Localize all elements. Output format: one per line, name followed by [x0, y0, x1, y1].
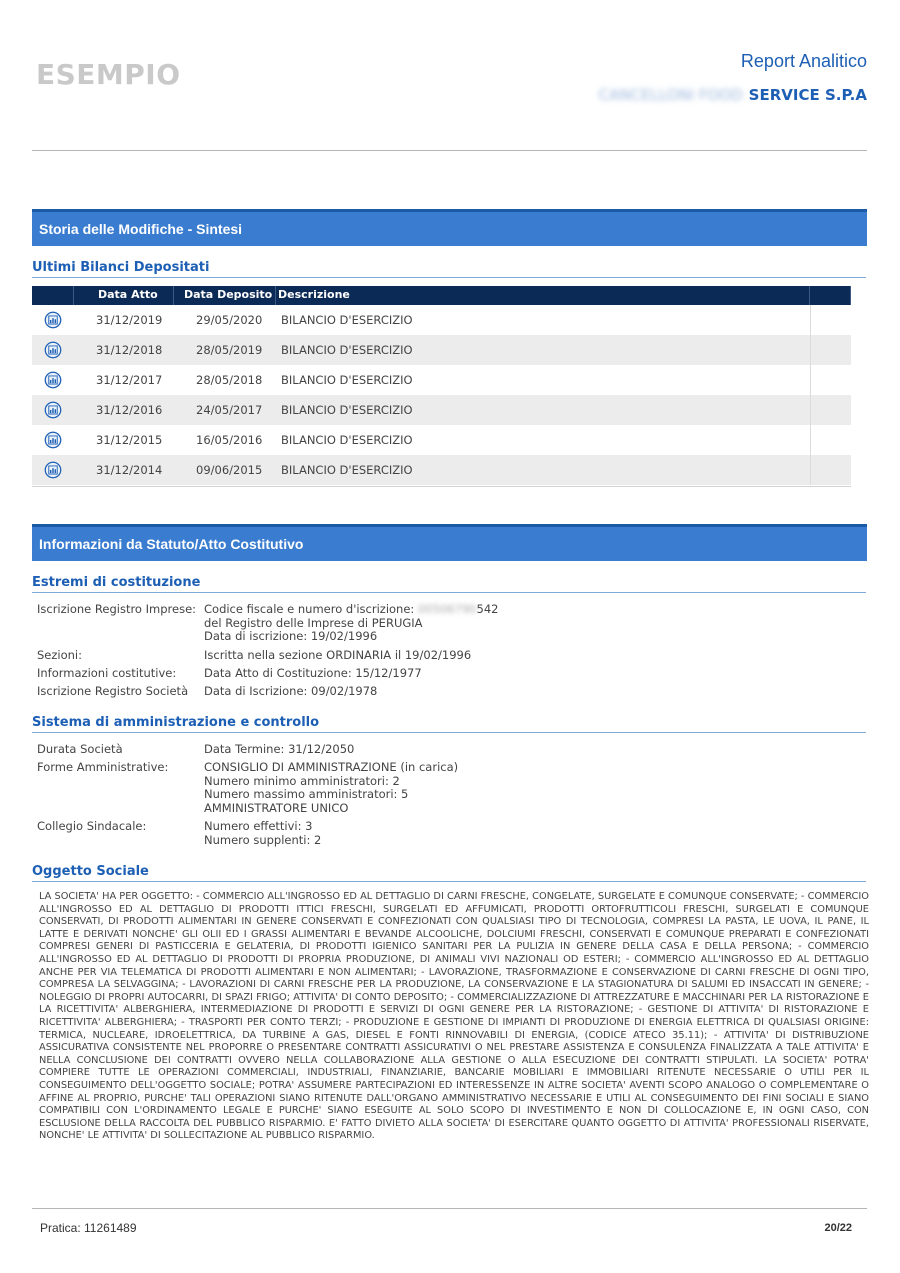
cell-descrizione: BILANCIO D'ESERCIZIO: [281, 403, 413, 417]
label-forme-amministrative: Forme Amministrative:: [37, 760, 169, 774]
codice-fiscale-redacted: 00506790: [417, 602, 477, 616]
codice-fiscale-suffix: 542: [476, 602, 499, 616]
value-forme-amministrative: [204, 761, 458, 815]
cell-data-atto: 31/12/2017: [96, 373, 163, 387]
company-name-suffix: SERVICE S.P.A: [748, 86, 867, 104]
value-durata-societa: Data Termine: 31/12/2050: [204, 742, 355, 756]
section-header-statuto: Informazioni da Statuto/Atto Costitutivo: [32, 524, 867, 561]
label-sezioni: Sezioni:: [37, 648, 83, 662]
report-chart-icon[interactable]: [32, 401, 74, 419]
cell-data-atto: 31/12/2016: [96, 403, 163, 417]
bilanci-table-header: [32, 286, 851, 305]
cell-data-deposito: 29/05/2020: [196, 313, 263, 327]
report-chart-icon[interactable]: [32, 371, 74, 389]
value-sezioni: Iscritta nella sezione ORDINARIA il 19/02/1996: [204, 648, 472, 662]
subtitle-estremi-costituzione: Estremi di costituzione: [32, 575, 866, 593]
footer-divider: [32, 1208, 867, 1209]
column-header-extra: [810, 286, 851, 305]
label-durata-societa: Durata Società: [37, 742, 123, 756]
cell-extra: [810, 335, 851, 365]
collegio-line: Numero effettivi: 3: [204, 819, 313, 833]
table-row: [32, 455, 851, 485]
table-row: [32, 395, 851, 425]
column-header-data-atto: Data Atto: [74, 286, 174, 305]
bilanci-table: [32, 286, 851, 485]
column-header-icon: [32, 286, 74, 305]
label-iscrizione-registro: Iscrizione Registro Imprese:: [37, 602, 197, 616]
table-bottom-rule: [32, 486, 851, 487]
codice-fiscale-label: Codice fiscale e numero d'iscrizione:: [204, 602, 415, 616]
cell-data-deposito: 24/05/2017: [196, 403, 263, 417]
report-chart-icon[interactable]: [32, 311, 74, 329]
company-name: [599, 86, 867, 104]
forme-line: AMMINISTRATORE UNICO: [204, 800, 349, 815]
cell-extra: [810, 425, 851, 455]
cell-extra: [810, 365, 851, 395]
column-header-descrizione: Descrizione: [276, 286, 810, 305]
cell-extra: [810, 305, 851, 335]
data-iscrizione-line: Data di iscrizione: 19/02/1996: [204, 629, 378, 643]
cell-extra: [810, 395, 851, 425]
value-iscrizione-registro-societa: Data di Iscrizione: 09/02/1978: [204, 684, 378, 698]
cell-data-atto: 31/12/2014: [96, 463, 163, 477]
value-collegio-sindacale: [204, 820, 321, 847]
value-informazioni-costitutive: Data Atto di Costituzione: 15/12/1977: [204, 666, 422, 680]
cell-data-atto: 31/12/2015: [96, 433, 163, 447]
report-chart-icon[interactable]: [32, 431, 74, 449]
cell-descrizione: BILANCIO D'ESERCIZIO: [281, 373, 413, 387]
cell-descrizione: BILANCIO D'ESERCIZIO: [281, 463, 413, 477]
cell-descrizione: BILANCIO D'ESERCIZIO: [281, 313, 413, 327]
report-chart-icon[interactable]: [32, 461, 74, 479]
bilanci-table-body: [32, 305, 851, 485]
cell-data-deposito: 28/05/2019: [196, 343, 263, 357]
table-row: [32, 365, 851, 395]
cell-data-deposito: 16/05/2016: [196, 433, 263, 447]
subtitle-sistema-amministrazione: Sistema di amministrazione e controllo: [32, 715, 866, 733]
forme-line: Numero minimo amministratori: 2: [204, 773, 400, 788]
cell-data-atto: 31/12/2019: [96, 313, 163, 327]
value-iscrizione-registro: [204, 603, 498, 644]
section-header-storia-modifiche: Storia delle Modifiche - Sintesi: [32, 209, 867, 246]
subtitle-oggetto-sociale: Oggetto Sociale: [32, 864, 866, 882]
table-row: [32, 305, 851, 335]
column-header-data-deposito: Data Deposito: [174, 286, 276, 305]
forme-line: CONSIGLIO DI AMMINISTRAZIONE (in carica): [204, 760, 459, 774]
report-chart-icon[interactable]: [32, 341, 74, 359]
header-divider: [32, 150, 867, 151]
cell-data-deposito: 09/06/2015: [196, 463, 263, 477]
cell-extra: [810, 455, 851, 485]
cell-data-atto: 31/12/2018: [96, 343, 163, 357]
oggetto-sociale-text: LA SOCIETA' HA PER OGGETTO: - COMMERCIO ALL'INGROSSO ED AL DETTAGLIO DI CARNI FRESCHE, CONGELATE, SURGELATE E COMUNQUE CONSERVATE; - COMMERCIO ALL'INGROSSO ED AL DETTAGLIO DI PRODOTTI ITTICI FRESCHI, SURGELATI ED AFFUMICATI, PRODOTTI ORTOFRUTTICOLI FRESCHI, SURGELATI E COMUNQUE CONSERVATI, DI PRODOTTI ALIMENTARI IN GENERE CONSERVATI E CONFEZIONATI CON QUALSIASI TIPO DI TECNOLOGIA, COMPRESI LA PASTA, LE UOVA, IL PANE, IL LATTE E DERIVATI NONCHE' GLI OLII ED I GRASSI ALIMENTARI E BEVANDE ALCOOLICHE, DOLCIUMI FRESCHI, CONSERVATI E COMUNQUE PREPARATI E CONFEZIONATI COMPRESI GENERI DI PASTICCERIA E GELATERIA, DI PRODOTTI IGIENICO SANITARI PER LA PULIZIA IN GENERE DELLA CASA E DELLA PERSONA; - COMMERCIO ALL'INGROSSO ED AL DETTAGLIO DI PRODOTTI DI PROPRIA PRODUZIONE, DI ANIMALI VIVI NAZIONALI OD ESTERI; - COMMERCIO ALL'INGROSSO ED AL DETTAGLIO ANCHE PER VIA TELEMATICA DI PRODOTTI ALIMENTARI E NON ALIMENTARI; - LAVORAZIONE, TRASFORMAZIONE E CONSERVAZIONE DI CARNI FRESCHE DI OGNI TIPO, COMPRESA LA SELVAGGINA; - LAVORAZIONI DI CARNI FRESCHE PER LA PRODUZIONE, LA CONSERVAZIONE E LA STAGIONATURA DI SALUMI ED INSACCATI IN GENERE; - NOLEGGIO DI PROPRI AUTOCARRI, DI SPAZI FRIGO; ATTIVITA' DI CONTO DEPOSITO; - COMMERCIALIZZAZIONE DI ATTREZZATURE E MACCHINARI PER LA RISTORAZIONE E LA RICETTIVITA' ALBERGHIERA, INTERMEDIAZIONE DI PRODOTTI E SERVIZI DI OGNI GENERE PER LA RISTORAZIONE; - GESTIONE DI ATTIVITA' DI RISTORAZIONE E RICETTIVITA' ALBERGHIERA; - TRASPORTI PER CONTO TERZI; - PRODUZIONE E GESTIONE DI IMPIANTI DI PRODUZIONE DI ENERGIA ELETTRICA DI QUALSIASI ORIGINE: TERMICA, NUCLEARE, IDROELETTRICA, DA TURBINE A GAS, DIESEL E FONTI RINNOVABILI DI ENERGIA, (CODICE ATECO 35.11); - ATTIVITA' DI DISTRIBUZIONE ASSICURATIVA CONSISTENTE NEL PROPORRE O PRESENTARE CONTRATTI ASSICURATIVI O NEL PRESTARE ASSISTENZA E CONSULENZA FINALIZZATA A TALE ATTIVITA' E NELLA CONCLUSIONE DEI CONTRATTI OVVERO NELLA COLLABORAZIONE ALLA GESTIONE O ALLA ESECUZIONE DEI CONTRATTI STIPULATI. LA SOCIETA' POTRA' COMPIERE TUTTE LE OPERAZIONI COMMERCIALI, INDUSTRIALI, FINANZIARIE, BANCARIE MOBILIARI E IMMOBILIARI RITENUTE NECESSARIE O UTILI PER IL CONSEGUIMENTO DELL'OGGETTO SOCIALE; POTRA' ASSUMERE PARTECIPAZIONI ED INTERESSENZE IN ALTRE SOCIETA' AVENTI SCOPO ANALOGO O COMPLEMENTARE O AFFINE AL PROPRIO, PURCHE' TALI OPERAZIONI SIANO RITENUTE DALL'ORGANO AMMINISTRATIVO NECESSARIE E UTILI AL CONSEGUIMENTO DEI FINI SOCIALI E SIANO COMPATIBILI CON L'ORDINAMENTO LEGALE E PURCHE' SIANO ESEGUITE AL SOLO SCOPO DI INVESTIMENTO E NON DI COLLOCAZIONE E, IN OGNI CASO, CON ESCLUSIONE DELLA RACCOLTA DEL PUBBLICO RISPARMIO. E' FATTO DIVIETO ALLA SOCIETA' DI ESERCITARE QUANTO OGGETTO DI ATTIVITA' PROFESSIONALI RISERVATE, NONCHE' LE ATTIVITA' DI SOLLECITAZIONE AL PUBBLICO RISPARMIO.: [39, 891, 869, 1142]
subtitle-ultimi-bilanci: Ultimi Bilanci Depositati: [32, 260, 866, 278]
table-row: [32, 335, 851, 365]
footer-pratica: Pratica: 11261489: [40, 1221, 137, 1235]
cell-descrizione: BILANCIO D'ESERCIZIO: [281, 343, 413, 357]
cell-data-deposito: 28/05/2018: [196, 373, 263, 387]
table-row: [32, 425, 851, 455]
codice-fiscale-line: [204, 603, 498, 617]
collegio-line: Numero supplenti: 2: [204, 832, 322, 847]
report-title: Report Analitico: [740, 51, 867, 71]
watermark-esempio: ESEMPIO: [36, 58, 181, 91]
label-informazioni-costitutive: Informazioni costitutive:: [37, 666, 177, 680]
forme-line: Numero massimo amministratori: 5: [204, 787, 409, 801]
cell-descrizione: BILANCIO D'ESERCIZIO: [281, 433, 413, 447]
footer-page-number: 20/22: [824, 1222, 852, 1234]
company-name-redacted: CANCELLONI FOOD: [598, 86, 743, 104]
registro-line: del Registro delle Imprese di PERUGIA: [204, 615, 423, 630]
label-iscrizione-registro-societa: Iscrizione Registro Società: [37, 684, 189, 698]
label-collegio-sindacale: Collegio Sindacale:: [37, 819, 147, 833]
